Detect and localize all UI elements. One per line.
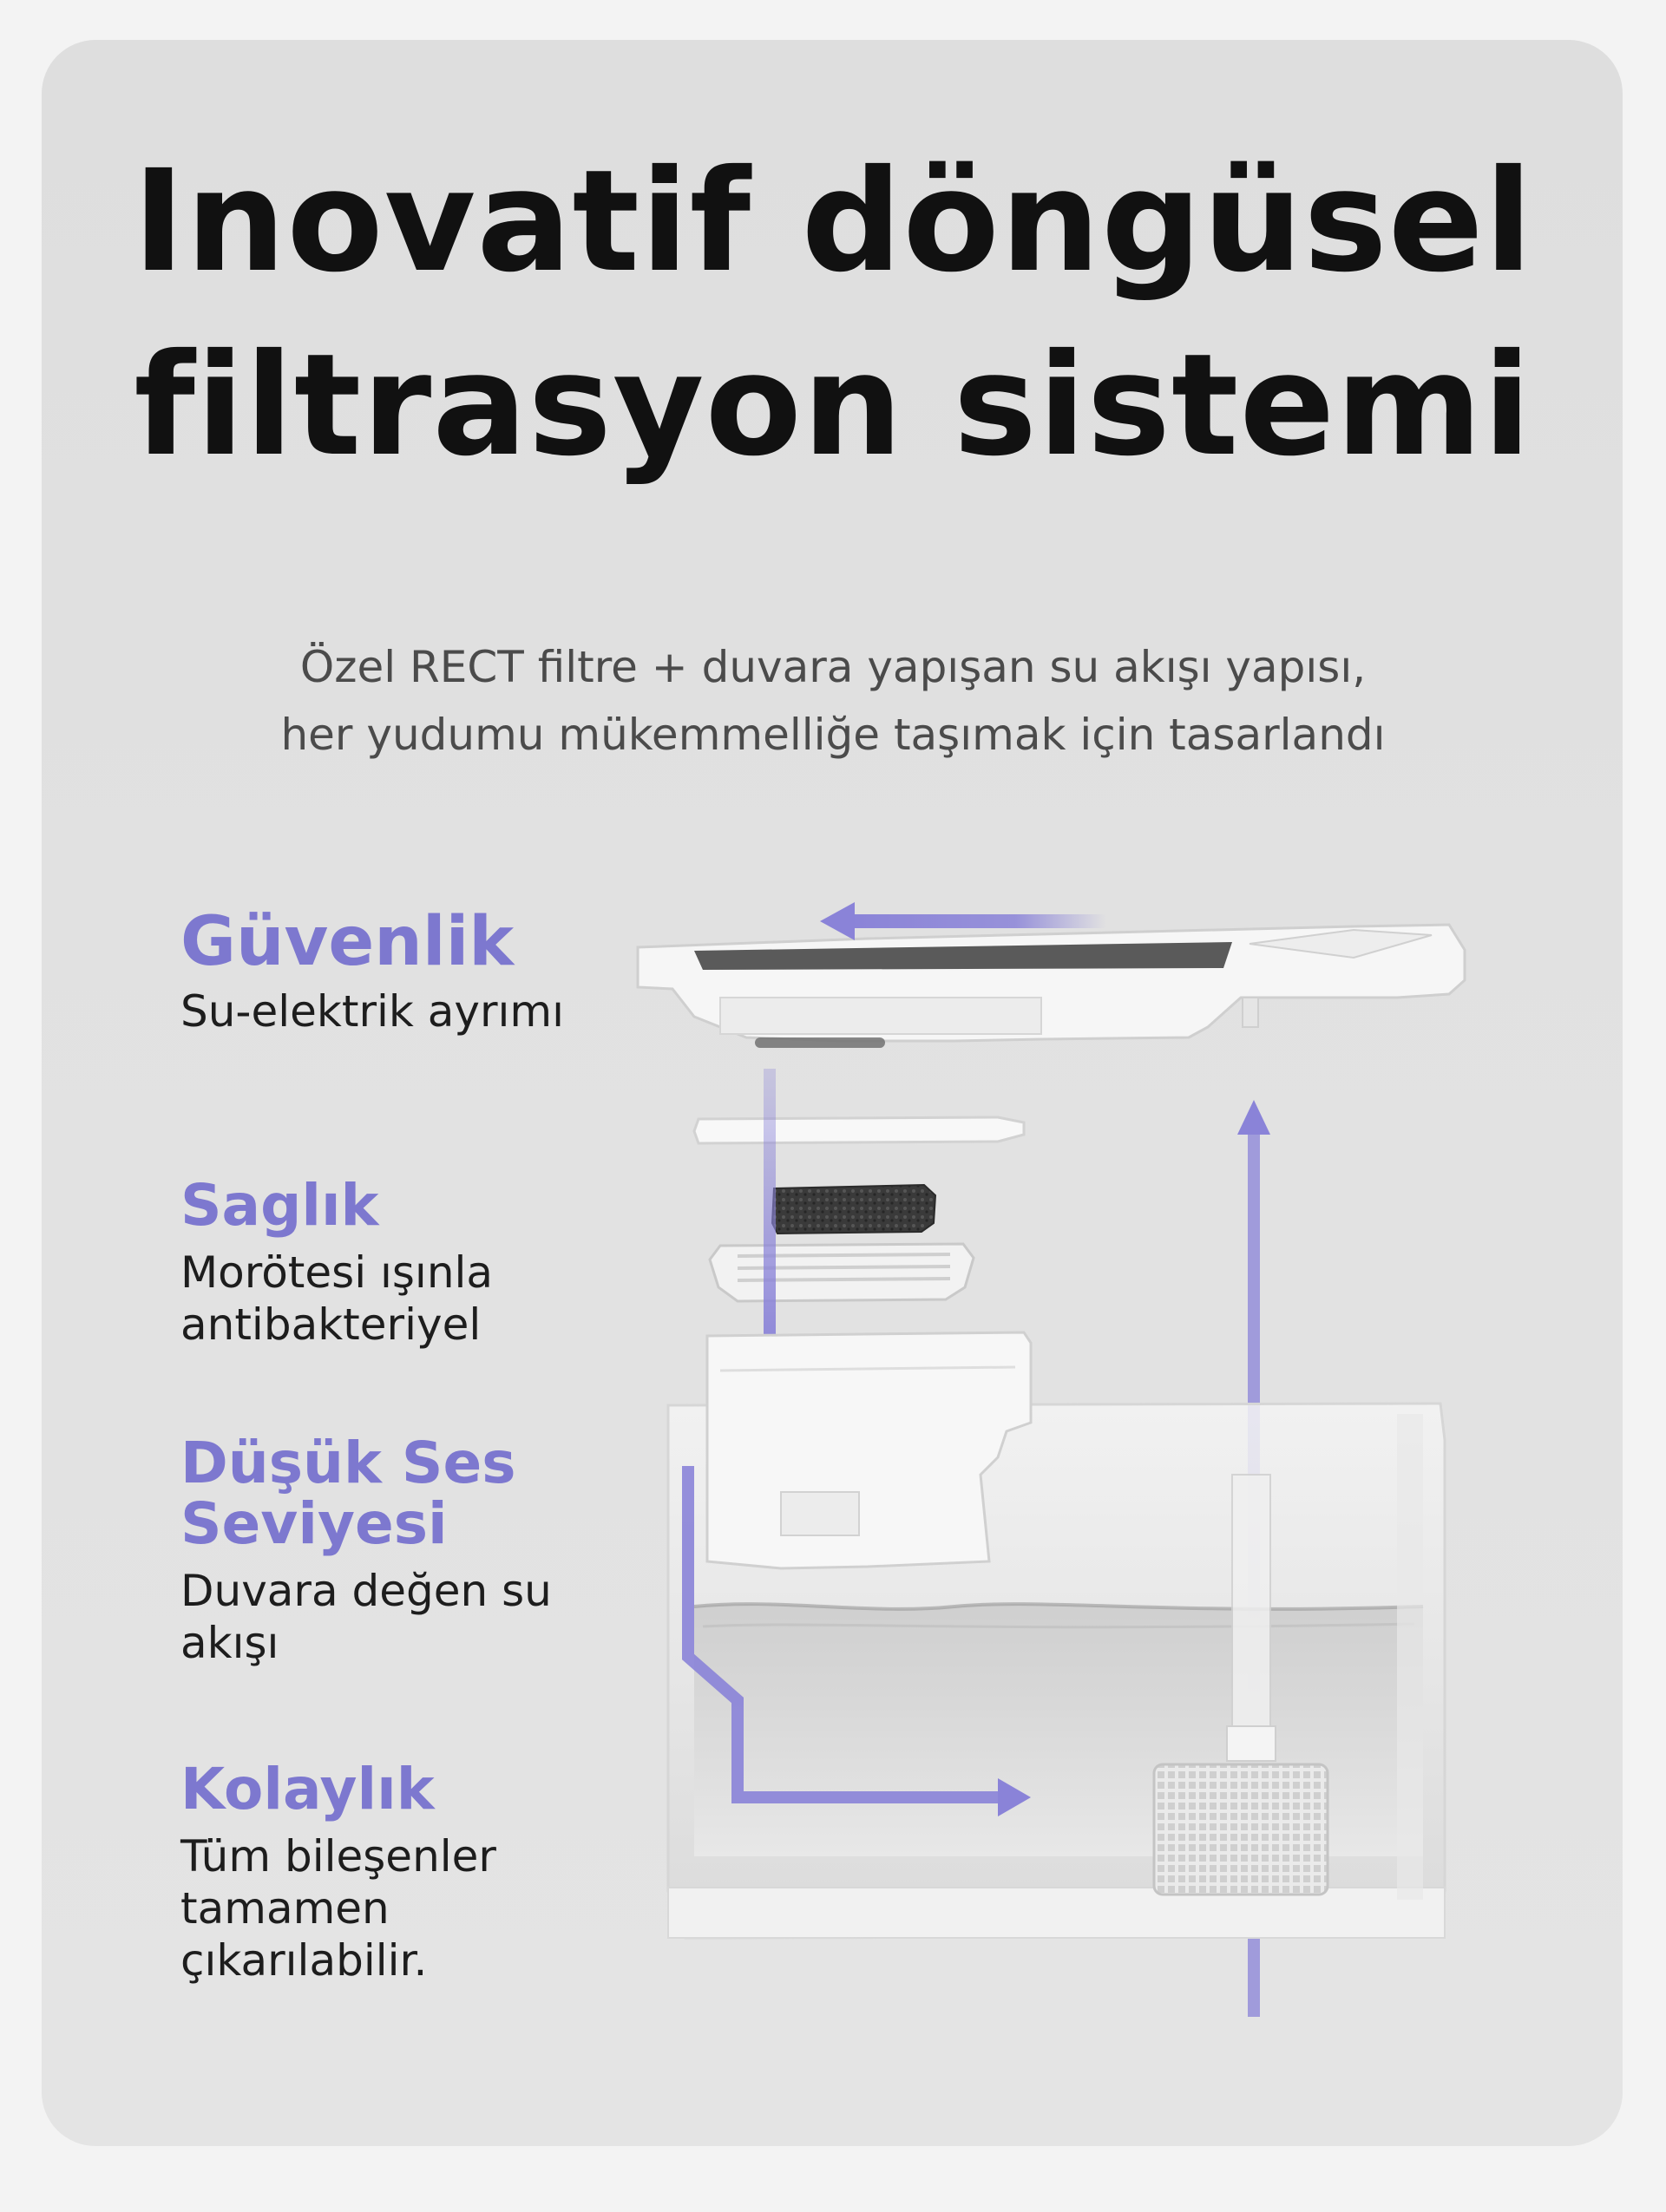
feature-desc-low-noise: Duvara değen su akışı <box>180 1566 552 1668</box>
title-line-1: Inovatif döngüsel <box>132 141 1534 304</box>
subtitle-line-1: Özel RECT filtre + duvara yapışan su akışı yapısı, <box>299 642 1367 692</box>
carbon-filter-icon <box>772 1185 935 1234</box>
filter-tray-icon <box>710 1244 974 1301</box>
filter-housing-icon <box>707 1332 1031 1568</box>
title-line-2: filtrasyon sistemi <box>134 324 1532 488</box>
feature-desc-convenience: Tüm bileşenler tamamen çıkarılabilir. <box>180 1831 496 1986</box>
lid-icon <box>638 925 1465 1048</box>
feature-desc-safety: Su-elektrik ayrımı <box>180 986 565 1037</box>
subtitle-line-2: her yudumu mükemmelliğe taşımak için tasarlandı <box>280 710 1386 760</box>
feature-title-safety: Güvenlik <box>180 903 515 981</box>
feature-desc-health: Morötesi ışınla antibakteriyel <box>180 1247 494 1350</box>
feature-title-low-noise: Düşük Ses Seviyesi <box>180 1430 516 1557</box>
feature-title-convenience: Kolaylık <box>180 1756 435 1823</box>
feature-title-health: Saglık <box>180 1172 379 1239</box>
filter-cover-icon <box>694 1117 1024 1143</box>
